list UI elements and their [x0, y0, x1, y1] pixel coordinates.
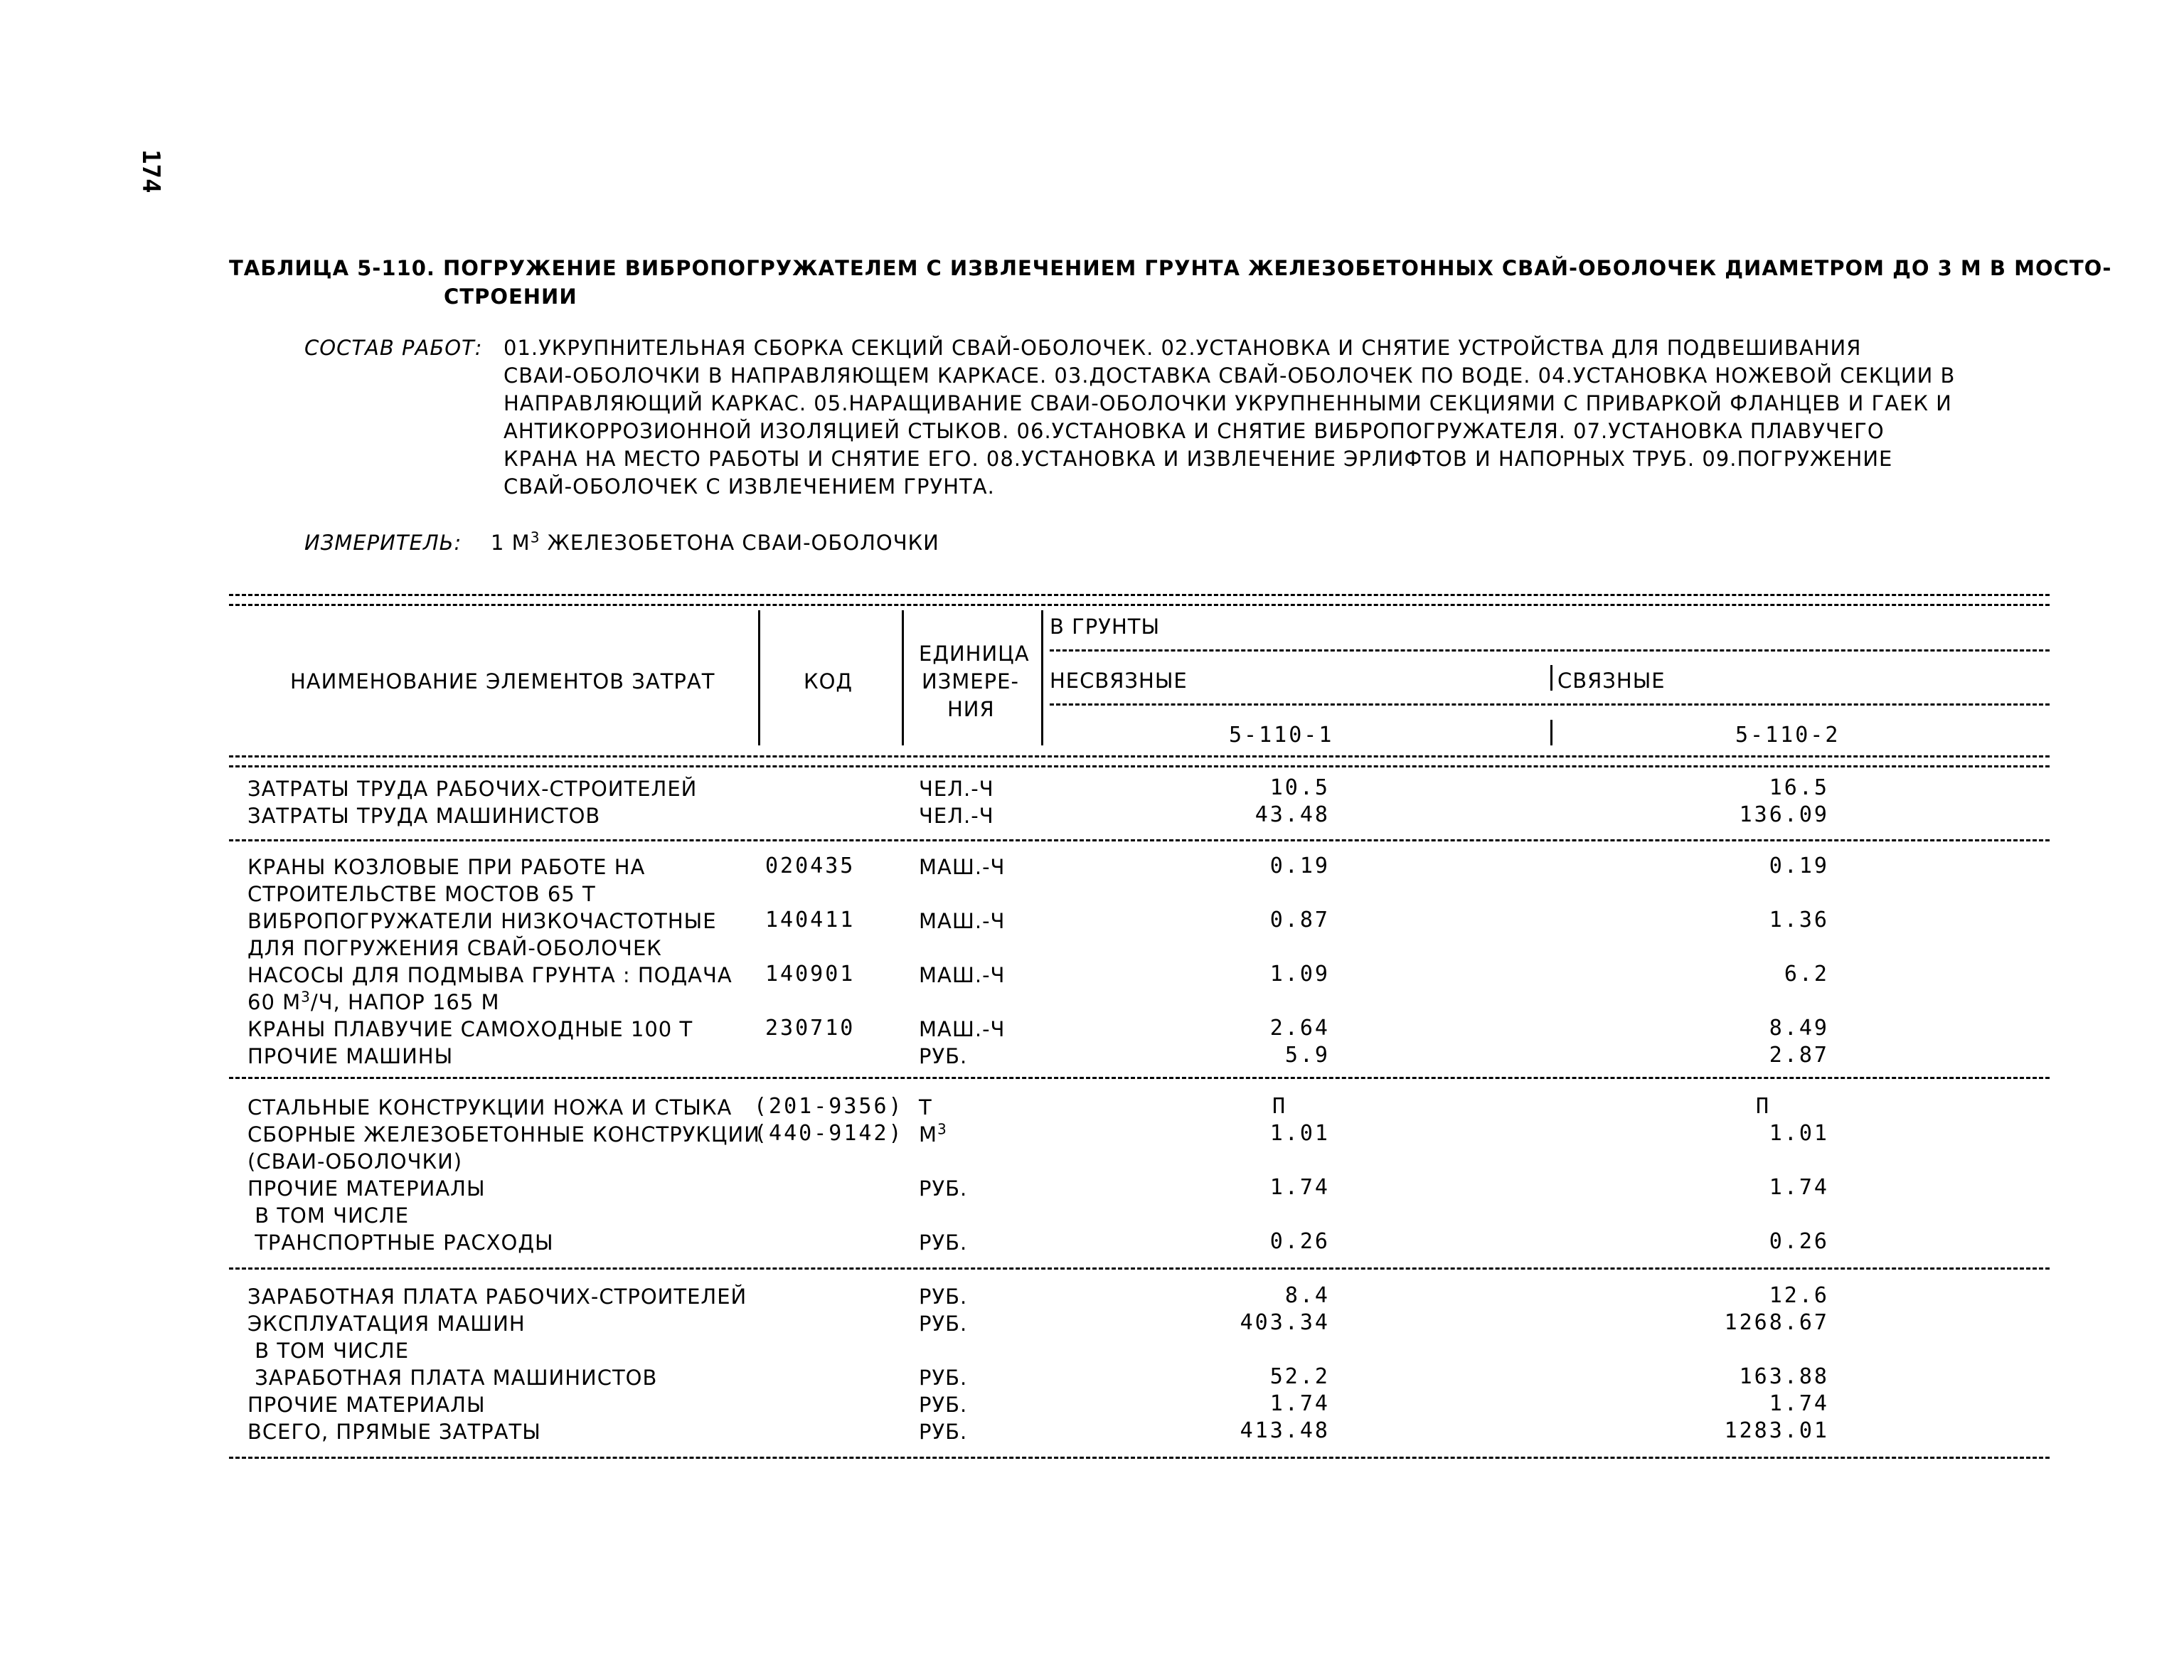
- row-pumps-v2: 6.2: [1784, 962, 1829, 987]
- row-steel-structures-unit: Т: [919, 1095, 932, 1120]
- row-wages-operators-v1: 52.2: [1269, 1364, 1330, 1389]
- page-number: 174: [137, 149, 165, 193]
- section-rule-3: [229, 1267, 2050, 1270]
- header-col-5-110-1: 5-110-1: [1229, 723, 1334, 748]
- work-composition-label: СОСТАВ РАБОТ:: [304, 336, 483, 360]
- row-precast-concrete-v1: 1.01: [1269, 1121, 1330, 1146]
- header-rule-soils: [1050, 649, 2050, 652]
- row-wages-workers-v2: 12.6: [1769, 1283, 1829, 1308]
- row-pumps-v1: 1.09: [1269, 962, 1330, 987]
- row-other-materials-total-v2: 1.74: [1769, 1391, 1829, 1416]
- row-machine-operation-v1: 403.34: [1240, 1310, 1330, 1335]
- row-pumps-unit: МАШ.-Ч: [919, 963, 1006, 987]
- header-rule-groups: [1050, 703, 2050, 706]
- row-gantry-cranes-code: 020435: [765, 854, 856, 878]
- table-title-line2: СТРОЕНИИ: [444, 285, 577, 309]
- row-other-machines-v2: 2.87: [1769, 1043, 1829, 1068]
- row-precast-concrete-code: (440-9142): [754, 1121, 904, 1146]
- row-labor-operators-name: ЗАТРАТЫ ТРУДА МАШИНИСТОВ: [247, 804, 601, 828]
- header-divider-4: [1550, 665, 1552, 691]
- row-labor-operators-unit: ЧЕЛ.-Ч: [919, 804, 994, 828]
- row-vibrodrivers-v1: 0.87: [1269, 908, 1330, 932]
- row-gantry-cranes-v2: 0.19: [1769, 854, 1829, 878]
- row-pumps-code: 140901: [765, 962, 856, 987]
- row-other-materials-unit: РУБ.: [919, 1176, 968, 1201]
- row-labor-operators-v1: 43.48: [1255, 802, 1330, 827]
- row-including-2-name: В ТОМ ЧИСЛЕ: [247, 1339, 410, 1363]
- row-precast-concrete-name2: (СВАИ-ОБОЛОЧКИ): [247, 1149, 463, 1174]
- work-composition-line-3: НАПРАВЛЯЮЩИЙ КАРКАС. 05.НАРАЩИВАНИЕ СВАИ-ОБОЛОЧКИ УКРУПНЕННЫМИ СЕКЦИЯМИ С ПРИВАРКОЙ ФЛАНЦЕВ И ГАЕК И: [504, 391, 1952, 415]
- row-precast-concrete-unit: $М^3$: [919, 1120, 947, 1147]
- header-divider-5: [1550, 720, 1552, 745]
- row-vibrodrivers-name: ВИБРОПОГРУЖАТЕЛИ НИЗКОЧАСТОТНЫЕ: [247, 909, 717, 933]
- row-labor-workers-unit: ЧЕЛ.-Ч: [919, 777, 994, 801]
- row-total-direct-costs-unit: РУБ.: [919, 1420, 968, 1444]
- header-col-5-110-2: 5-110-2: [1735, 723, 1841, 748]
- header-bottom-rule-2: [229, 765, 2050, 767]
- row-including-1-name: В ТОМ ЧИСЛЕ: [247, 1203, 410, 1228]
- row-other-materials-total-unit: РУБ.: [919, 1393, 968, 1417]
- row-precast-concrete-name: СБОРНЫЕ ЖЕЛЕЗОБЕТОННЫЕ КОНСТРУКЦИИ: [247, 1122, 760, 1147]
- header-unit-line1: ЕДИНИЦА: [919, 642, 1030, 666]
- row-wages-operators-v2: 163.88: [1739, 1364, 1829, 1389]
- row-precast-concrete-v2: 1.01: [1769, 1121, 1829, 1146]
- work-composition-line-1: 01.УКРУПНИТЕЛЬНАЯ СБОРКА СЕКЦИЙ СВАЙ-ОБОЛОЧЕК. 02.УСТАНОВКА И СНЯТИЕ УСТРОЙСТВА ДЛЯ ПОДВЕШИВАНИЯ: [504, 336, 1862, 360]
- header-divider-1: [758, 610, 760, 745]
- row-transport-costs-v1: 0.26: [1269, 1229, 1330, 1254]
- row-vibrodrivers-v2: 1.36: [1769, 908, 1829, 932]
- row-labor-workers-name: ЗАТРАТЫ ТРУДА РАБОЧИХ-СТРОИТЕЛЕЙ: [247, 777, 698, 801]
- row-other-materials-name: ПРОЧИЕ МАТЕРИАЛЫ: [247, 1176, 486, 1201]
- row-pumps-name2: 60 $М^3/Ч$, НАПОР 165 М: [247, 988, 500, 1014]
- row-pumps-name: НАСОСЫ ДЛЯ ПОДМЫВА ГРУНТА : ПОДАЧА: [247, 963, 733, 987]
- row-machine-operation-unit: РУБ.: [919, 1312, 968, 1336]
- header-unit-line3: НИЯ: [947, 697, 995, 721]
- table-bottom-rule: [229, 1457, 2050, 1459]
- row-other-materials-v1: 1.74: [1269, 1175, 1330, 1200]
- row-floating-cranes-v1: 2.64: [1269, 1016, 1330, 1041]
- row-wages-workers-unit: РУБ.: [919, 1285, 968, 1309]
- meter-label: ИЗМЕРИТЕЛЬ:: [304, 531, 462, 555]
- row-machine-operation-name: ЭКСПЛУАТАЦИЯ МАШИН: [247, 1312, 526, 1336]
- row-total-direct-costs-name: ВСЕГО, ПРЯМЫЕ ЗАТРАТЫ: [247, 1420, 541, 1444]
- row-steel-structures-v1: П: [1272, 1094, 1287, 1119]
- table-top-rule: [229, 594, 2050, 596]
- row-labor-operators-v2: 136.09: [1739, 802, 1829, 827]
- row-transport-costs-name: ТРАНСПОРТНЫЕ РАСХОДЫ: [247, 1230, 554, 1255]
- header-code: КОД: [804, 669, 853, 693]
- row-vibrodrivers-code: 140411: [765, 908, 856, 932]
- meter-value: 1 $М^3$ ЖЕЛЕЗОБЕТОНА СВАИ-ОБОЛОЧКИ: [491, 528, 939, 555]
- row-wages-operators-name: ЗАРАБОТНАЯ ПЛАТА МАШИНИСТОВ: [247, 1366, 658, 1390]
- row-other-machines-v1: 5.9: [1284, 1043, 1330, 1068]
- row-steel-structures-name: СТАЛЬНЫЕ КОНСТРУКЦИИ НОЖА И СТЫКА: [247, 1095, 733, 1120]
- header-bottom-rule: [229, 755, 2050, 757]
- row-steel-structures-v2: П: [1755, 1094, 1771, 1119]
- row-other-machines-name: ПРОЧИЕ МАШИНЫ: [247, 1044, 454, 1068]
- work-composition-line-2: СВАИ-ОБОЛОЧКИ В НАПРАВЛЯЮЩЕМ КАРКАСЕ. 03.ДОСТАВКА СВАЙ-ОБОЛОЧЕК ПО ВОДЕ. 04.УСТАНОВКА НОЖЕВОЙ СЕКЦИИ В: [504, 363, 1956, 388]
- section-rule-2: [229, 1077, 2050, 1079]
- row-vibrodrivers-unit: МАШ.-Ч: [919, 909, 1006, 933]
- section-rule-1: [229, 839, 2050, 841]
- header-soils: В ГРУНТЫ: [1050, 615, 1161, 639]
- header-loose: НЕСВЯЗНЫЕ: [1050, 669, 1188, 693]
- row-other-machines-unit: РУБ.: [919, 1044, 968, 1068]
- row-wages-workers-v1: 8.4: [1284, 1283, 1330, 1308]
- row-gantry-cranes-unit: МАШ.-Ч: [919, 855, 1006, 879]
- row-total-direct-costs-v1: 413.48: [1240, 1418, 1330, 1443]
- header-divider-3: [1041, 610, 1043, 745]
- row-transport-costs-unit: РУБ.: [919, 1230, 968, 1255]
- row-floating-cranes-name: КРАНЫ ПЛАВУЧИЕ САМОХОДНЫЕ 100 Т: [247, 1017, 693, 1041]
- row-steel-structures-code: (201-9356): [754, 1094, 904, 1119]
- header-name: НАИМЕНОВАНИЕ ЭЛЕМЕНТОВ ЗАТРАТ: [290, 669, 715, 693]
- row-labor-workers-v2: 16.5: [1769, 775, 1829, 800]
- row-wages-operators-unit: РУБ.: [919, 1366, 968, 1390]
- row-machine-operation-v2: 1268.67: [1724, 1310, 1829, 1335]
- work-composition-line-5: КРАНА НА МЕСТО РАБОТЫ И СНЯТИЕ ЕГО. 08.УСТАНОВКА И ИЗВЛЕЧЕНИЕ ЭРЛИФТОВ И НАПОРНЫХ ТРУБ. 09.ПОГРУЖЕНИЕ: [504, 447, 1893, 471]
- row-other-materials-v2: 1.74: [1769, 1175, 1829, 1200]
- table-title-line1: ТАБЛИЦА 5-110. ПОГРУЖЕНИЕ ВИБРОПОГРУЖАТЕЛЕМ С ИЗВЛЕЧЕНИЕМ ГРУНТА ЖЕЛЕЗОБЕТОННЫХ СВАЙ-ОБОЛОЧЕК ДИАМЕТРОМ ДО 3 М В МОСТО-: [229, 256, 2112, 280]
- row-gantry-cranes-name2: СТРОИТЕЛЬСТВЕ МОСТОВ 65 Т: [247, 882, 596, 906]
- row-vibrodrivers-name2: ДЛЯ ПОГРУЖЕНИЯ СВАЙ-ОБОЛОЧЕК: [247, 936, 662, 960]
- row-total-direct-costs-v2: 1283.01: [1724, 1418, 1829, 1443]
- row-labor-workers-v1: 10.5: [1269, 775, 1330, 800]
- row-other-materials-total-name: ПРОЧИЕ МАТЕРИАЛЫ: [247, 1393, 486, 1417]
- work-composition-line-4: АНТИКОРРОЗИОННОЙ ИЗОЛЯЦИЕЙ СТЫКОВ. 06.УСТАНОВКА И СНЯТИЕ ВИБРОПОГРУЖАТЕЛЯ. 07.УСТАНОВКА ПЛАВУЧЕГО: [504, 419, 1885, 443]
- row-floating-cranes-v2: 8.49: [1769, 1016, 1829, 1041]
- row-gantry-cranes-name: КРАНЫ КОЗЛОВЫЕ ПРИ РАБОТЕ НА: [247, 855, 646, 879]
- row-gantry-cranes-v1: 0.19: [1269, 854, 1330, 878]
- row-wages-workers-name: ЗАРАБОТНАЯ ПЛАТА РАБОЧИХ-СТРОИТЕЛЕЙ: [247, 1285, 747, 1309]
- table-top-rule-2: [229, 604, 2050, 606]
- header-cohesive: СВЯЗНЫЕ: [1557, 669, 1666, 693]
- work-composition-line-6: СВАЙ-ОБОЛОЧЕК С ИЗВЛЕЧЕНИЕМ ГРУНТА.: [504, 474, 995, 499]
- row-other-materials-total-v1: 1.74: [1269, 1391, 1330, 1416]
- header-unit-line2: ИЗМЕРЕ-: [922, 669, 1019, 693]
- row-transport-costs-v2: 0.26: [1769, 1229, 1829, 1254]
- header-divider-2: [902, 610, 904, 745]
- row-floating-cranes-unit: МАШ.-Ч: [919, 1017, 1006, 1041]
- row-floating-cranes-code: 230710: [765, 1016, 856, 1041]
